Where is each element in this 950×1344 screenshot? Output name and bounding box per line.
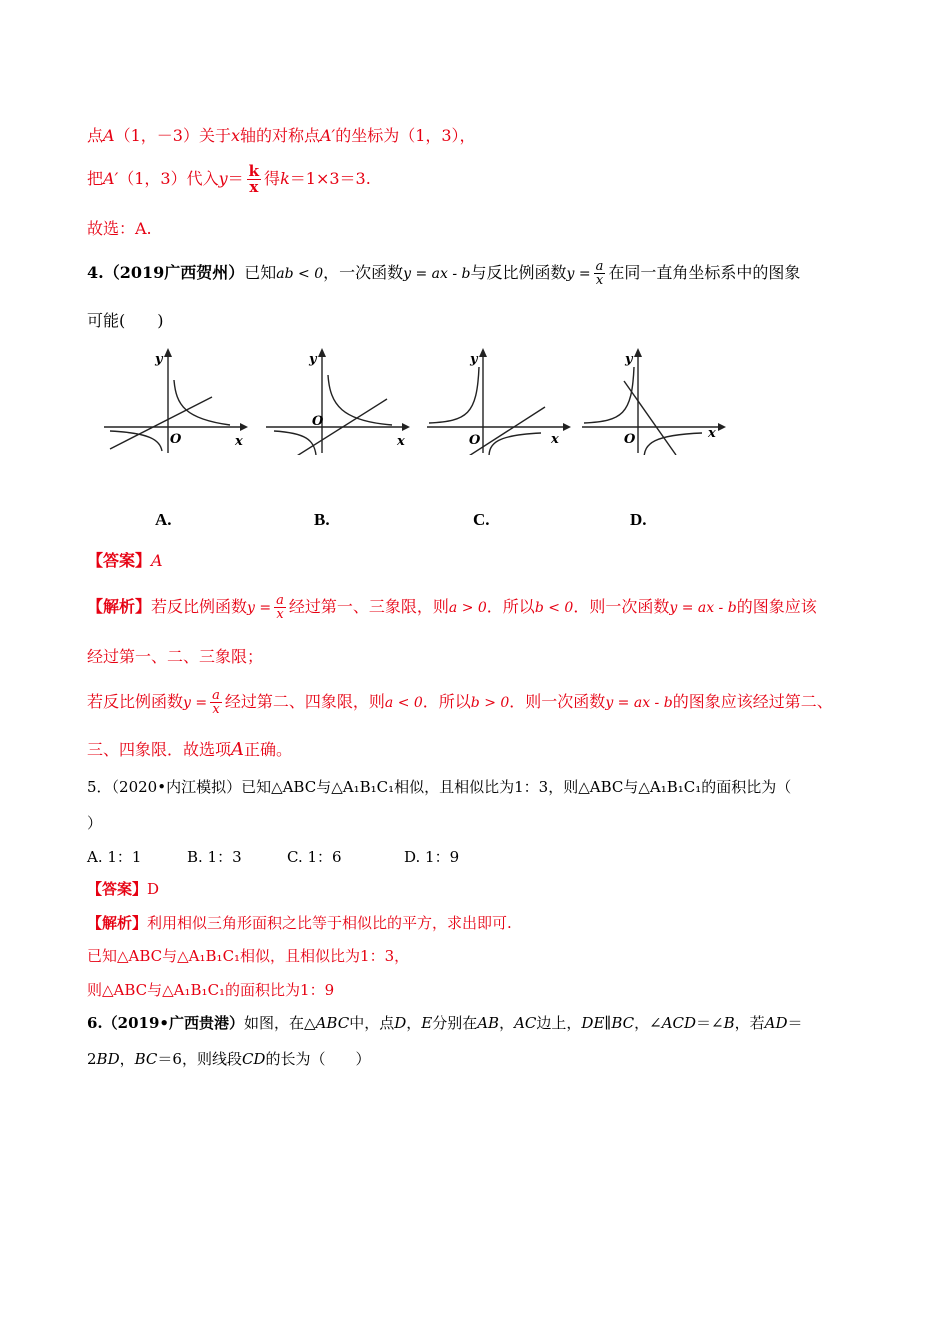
q5-option-b: B. 1：3 (187, 848, 242, 866)
q4-stem: 4.（2019广西贺州）已知ab < 0，一次函数y = ax - b与反比例函数y = $\frac{a}{x}$ 在同一直角坐标系中的图象 (87, 259, 801, 288)
graph-label-c: C. (473, 510, 490, 529)
origin-label: O (469, 433, 481, 448)
graph-label-d: D. (630, 510, 647, 529)
axis-y-label: y (155, 352, 163, 367)
q4-analysis-line-1: 【解析】若反比例函数y = $\frac{a}{x}$ 经过第一、三象限，则a > 0．所以b < 0．则一次函数y = ax - b的图象应该 (87, 593, 817, 622)
q5-analysis-step-2: 则△ABC与△A₁B₁C₁的面积比为1：9 (87, 981, 335, 999)
prev-solution-line-3: 故选：A. (87, 219, 152, 238)
q4-answer: 【答案】A (87, 551, 163, 570)
origin-label: O (312, 414, 324, 429)
q4-analysis-line-4: 三、四象限．故选项A正确。 (87, 739, 293, 760)
q5-option-d: D. 1：9 (404, 848, 460, 866)
axis-x-label: x (708, 426, 716, 441)
graph-label-a: A. (155, 510, 172, 529)
origin-label: O (170, 432, 182, 447)
graph-option-d (578, 345, 728, 455)
prev-solution-line-1: 点A（1，－3）关于x轴的对称点A′的坐标为（1，3）， (87, 126, 476, 145)
fraction-a-over-x: $\frac{a}{x}$ (595, 259, 604, 288)
q5-stem-line-2: ） (87, 814, 103, 832)
graph-option-a (100, 345, 250, 455)
q5-options (87, 846, 459, 867)
q4-analysis-line-2: 经过第一、二、三象限； (87, 647, 264, 666)
q6-stem-line-2: 2BD，BC＝6，则线段CD的长为（ ） (87, 1050, 371, 1068)
q5-answer: 【答案】D (87, 880, 160, 898)
fraction-k-over-x: $\frac{k}{x}$ (248, 162, 260, 196)
q5-option-a: A. 1：1 (87, 848, 142, 866)
q5-stem: 5．（2020•内江模拟）已知△ABC与△A₁B₁C₁相似，且相似比为1：3，则△ABC与△A₁B₁C₁的面积比为（ (87, 778, 792, 796)
graph-label-b: B. (314, 510, 330, 529)
graph-option-b (262, 345, 412, 455)
axis-x-label: x (397, 434, 405, 449)
q5-analysis-step-1: 已知△ABC与△A₁B₁C₁相似，且相似比为1：3， (87, 947, 410, 965)
fraction-a-over-x: $\frac{a}{x}$ (276, 593, 284, 622)
fraction-a-over-x: $\frac{a}{x}$ (212, 688, 220, 717)
axis-x-label: x (235, 434, 243, 449)
axis-x-label: x (551, 432, 559, 447)
q5-option-c: C. 1：6 (287, 848, 342, 866)
graph-option-c (423, 345, 573, 455)
axis-y-label: y (625, 352, 633, 367)
prev-solution-line-2: 把A′（1，3）代入y＝ $\frac{k}{x}$ 得k＝1×3＝3. (87, 162, 371, 196)
q6-stem: 6.（2019•广西贵港）如图，在△ABC中，点D，E分别在AB，AC边上，DE∥BC，∠ACD＝∠B，若AD＝ (87, 1014, 803, 1032)
q5-analysis: 【解析】利用相似三角形面积之比等于相似比的平方，求出即可. (87, 914, 512, 932)
axis-y-label: y (309, 352, 317, 367)
q4-stem-line-2: 可能( ) (87, 311, 164, 330)
origin-label: O (624, 432, 636, 447)
q4-analysis-line-3: 若反比例函数y = $\frac{a}{x}$ 经过第二、四象限，则a < 0．所以b > 0．则一次函数y = ax - b的图象应该经过第二、 (87, 688, 833, 717)
axis-y-label: y (470, 352, 478, 367)
